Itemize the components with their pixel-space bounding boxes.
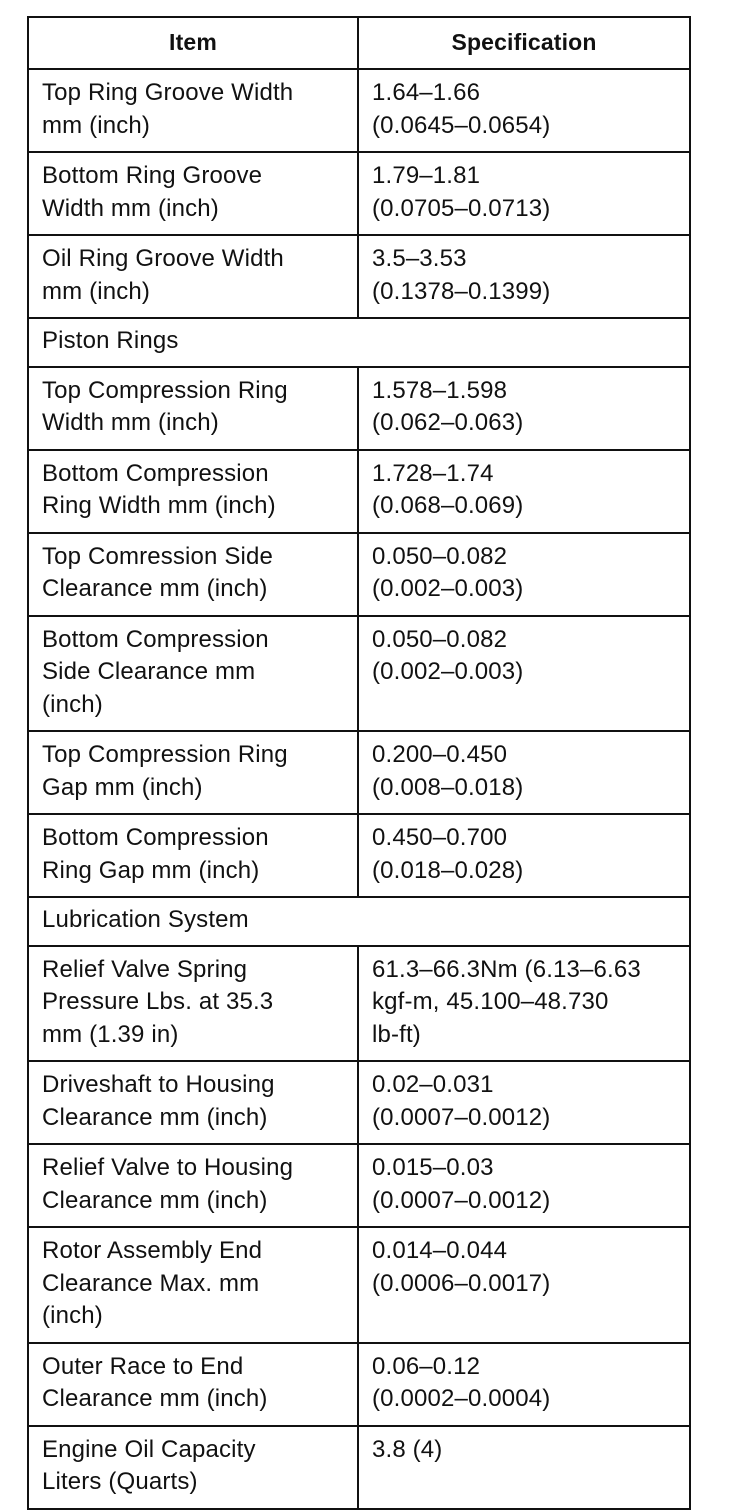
specification-table [27,16,691,1510]
item-cell: Top Compression Ring Gap mm (inch) [28,731,358,814]
table-row [28,1426,690,1509]
item-cell: Driveshaft to Housing Clearance mm (inch) [28,1061,358,1144]
column-header-item: Item [28,17,358,69]
table-body [28,69,690,1509]
item-cell: Bottom Ring Groove Width mm (inch) [28,152,358,235]
item-cell: Outer Race to End Clearance mm (inch) [28,1343,358,1426]
item-cell: Rotor Assembly End Clearance Max. mm (inch) [28,1227,358,1343]
specification-cell: 3.5–3.53 (0.1378–0.1399) [358,235,690,318]
item-cell: Relief Valve Spring Pressure Lbs. at 35.3 mm (1.39 in) [28,946,358,1062]
header-row [28,17,690,69]
item-cell: Bottom Compression Ring Gap mm (inch) [28,814,358,897]
specification-cell: 0.050–0.082 (0.002–0.003) [358,616,690,732]
specification-cell: 1.64–1.66 (0.0645–0.0654) [358,69,690,152]
section-row [28,318,690,367]
table-row [28,946,690,1062]
item-cell: Engine Oil Capacity Liters (Quarts) [28,1426,358,1509]
section-heading: Lubrication System [28,897,690,946]
table-row [28,731,690,814]
specification-cell: 0.014–0.044 (0.0006–0.0017) [358,1227,690,1343]
table-row [28,814,690,897]
table-row [28,152,690,235]
item-cell: Bottom Compression Ring Width mm (inch) [28,450,358,533]
table-header [28,17,690,69]
specification-cell: 1.578–1.598 (0.062–0.063) [358,367,690,450]
item-cell: Top Comression Side Clearance mm (inch) [28,533,358,616]
table-row [28,616,690,732]
item-cell: Top Ring Groove Width mm (inch) [28,69,358,152]
specification-cell: 3.8 (4) [358,1426,690,1509]
item-cell: Bottom Compression Side Clearance mm (inch) [28,616,358,732]
specification-cell: 1.728–1.74 (0.068–0.069) [358,450,690,533]
specification-cell: 0.050–0.082 (0.002–0.003) [358,533,690,616]
specification-cell: 0.450–0.700 (0.018–0.028) [358,814,690,897]
specification-cell: 0.015–0.03 (0.0007–0.0012) [358,1144,690,1227]
column-header-specification: Specification [358,17,690,69]
specification-cell: 0.06–0.12 (0.0002–0.0004) [358,1343,690,1426]
specification-cell: 1.79–1.81 (0.0705–0.0713) [358,152,690,235]
table-row [28,533,690,616]
table-row [28,69,690,152]
section-row [28,897,690,946]
table-row [28,235,690,318]
specification-cell: 0.02–0.031 (0.0007–0.0012) [358,1061,690,1144]
table-row [28,367,690,450]
section-heading: Piston Rings [28,318,690,367]
item-cell: Relief Valve to Housing Clearance mm (inch) [28,1144,358,1227]
table-row [28,1144,690,1227]
specification-cell: 61.3–66.3Nm (6.13–6.63 kgf-m, 45.100–48.730 lb-ft) [358,946,690,1062]
table-row [28,1227,690,1343]
table-row [28,450,690,533]
table-row [28,1061,690,1144]
table-row [28,1343,690,1426]
specification-cell: 0.200–0.450 (0.008–0.018) [358,731,690,814]
item-cell: Top Compression Ring Width mm (inch) [28,367,358,450]
item-cell: Oil Ring Groove Width mm (inch) [28,235,358,318]
